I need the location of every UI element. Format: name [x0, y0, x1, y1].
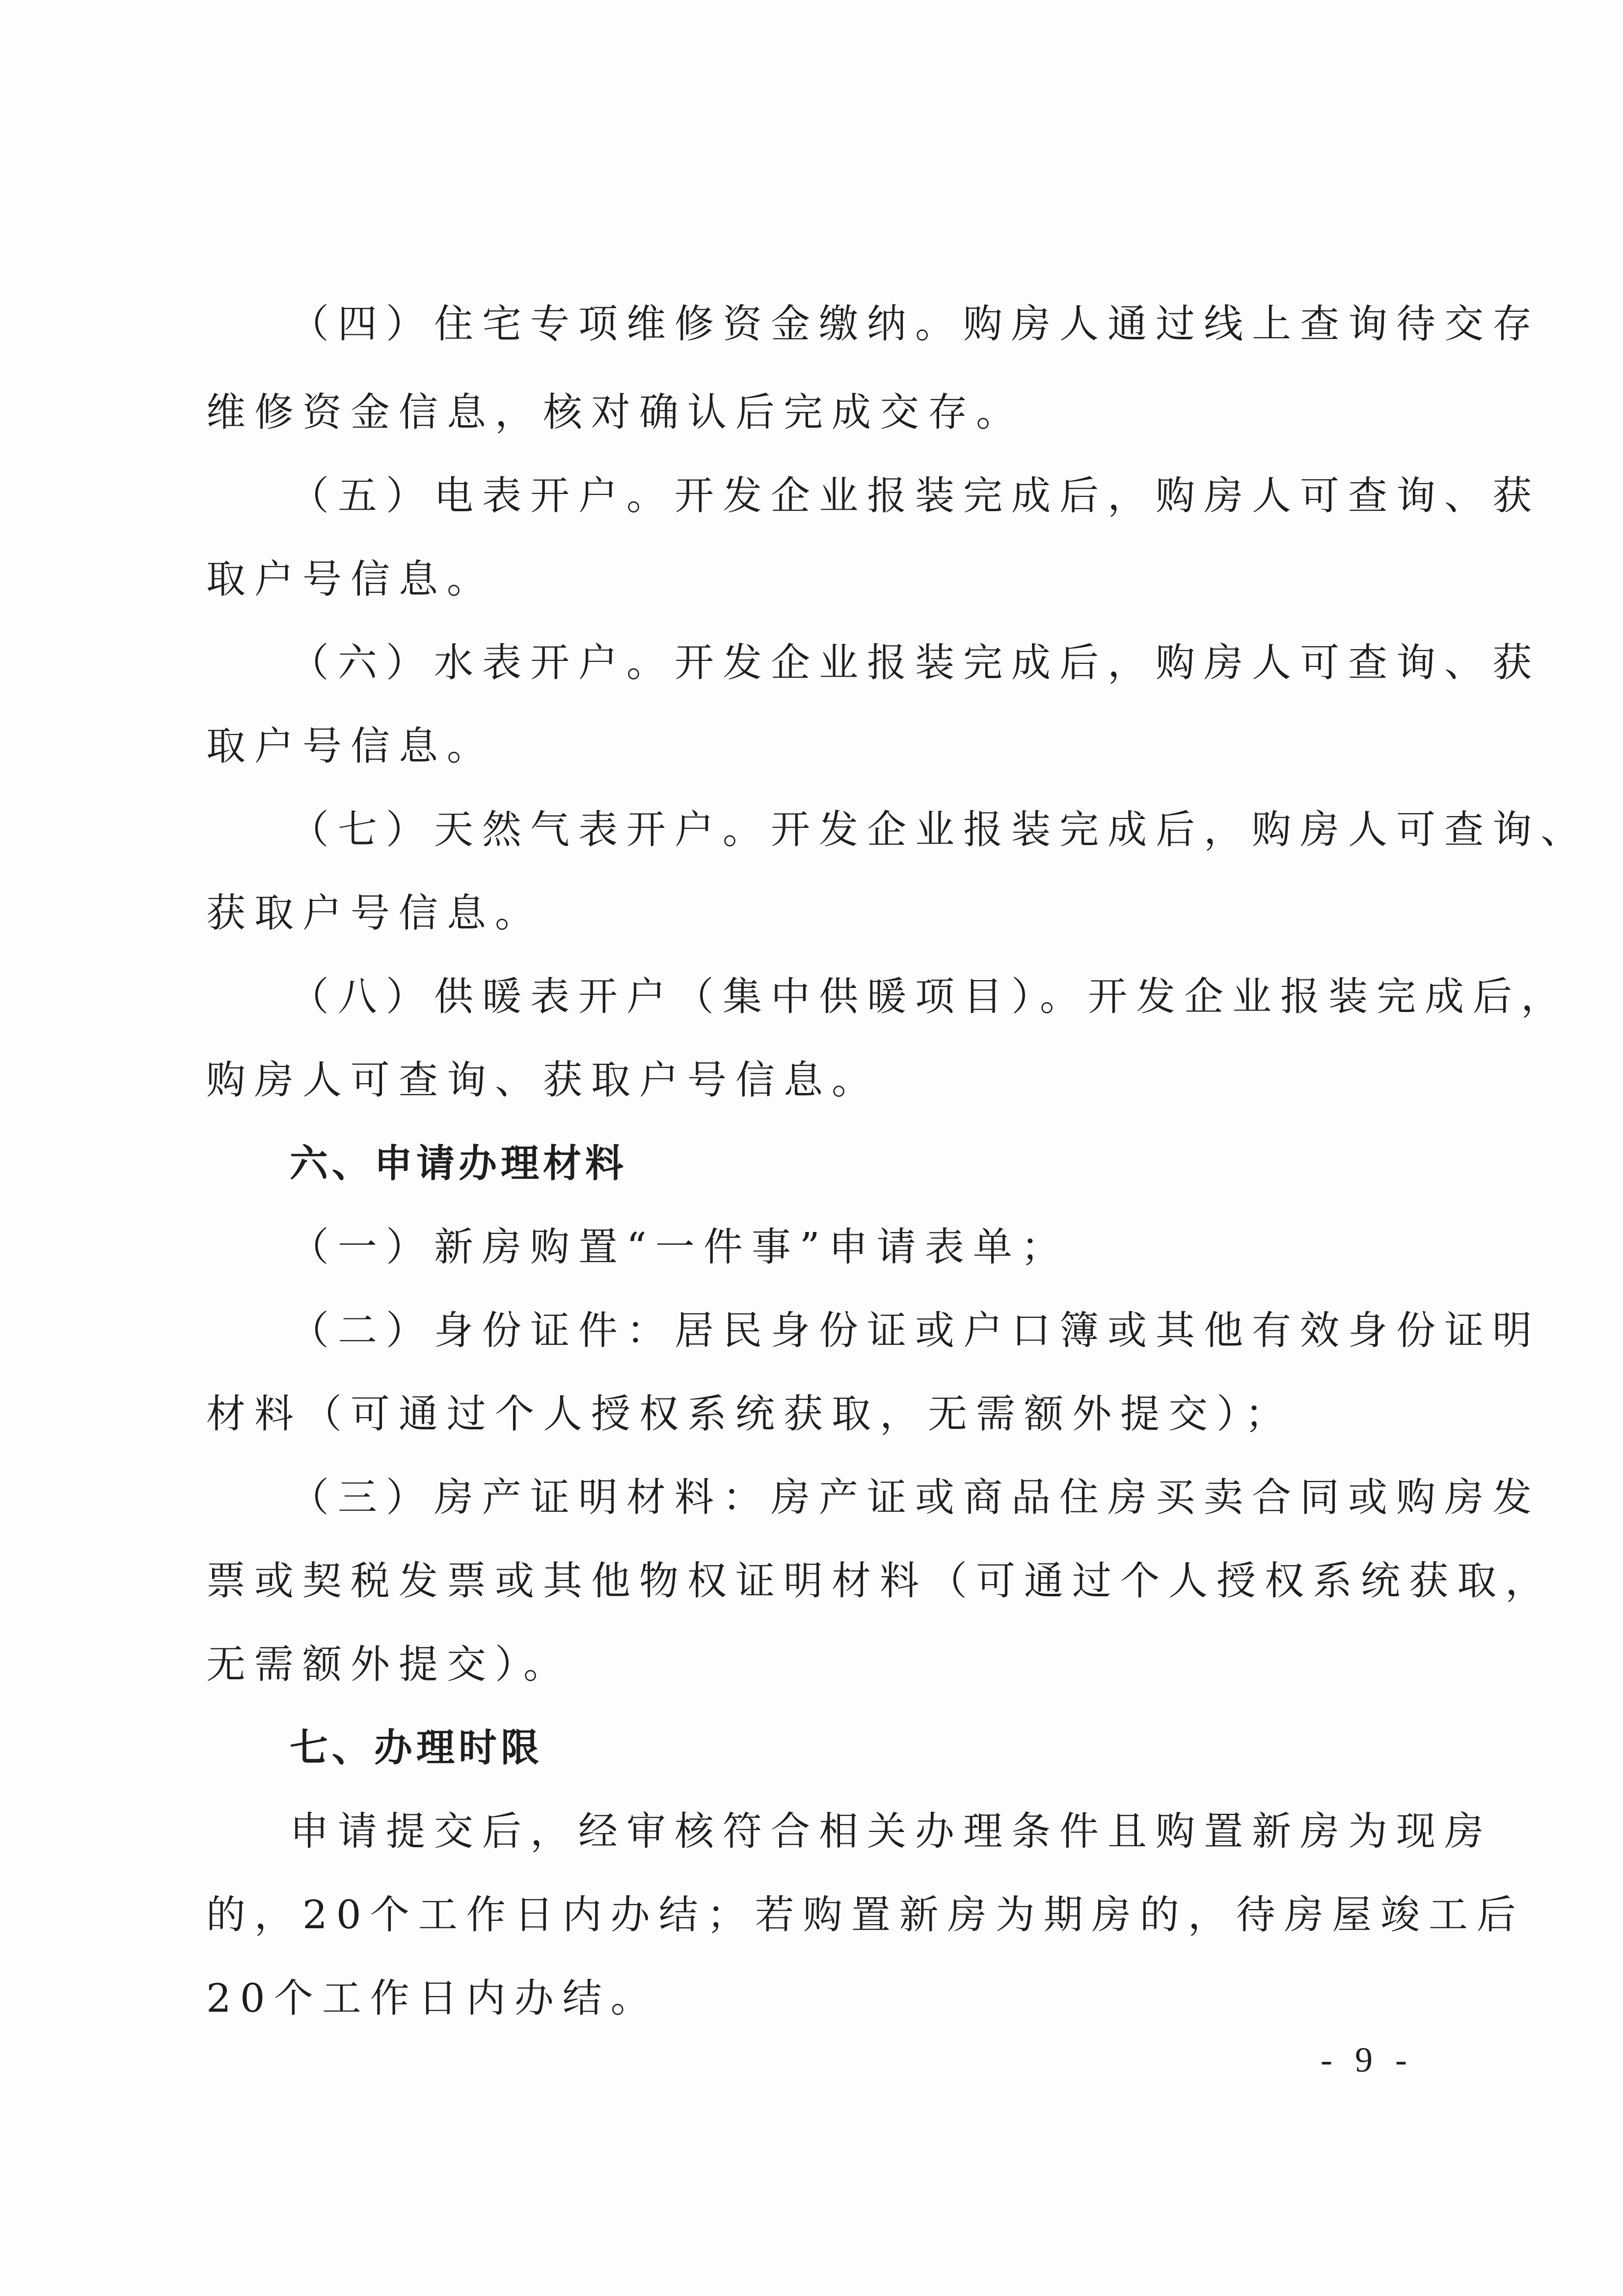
section-6-line-1: （六）水表开户。开发企业报装完成后，购房人可查询、获 [290, 640, 1541, 685]
page-number: - 9 - [1321, 2040, 1414, 2079]
materials-item-3-line-2: 票或契税发票或其他物权证明材料（可通过个人授权系统获取， [206, 1558, 1553, 1604]
section-7-line-1: （七）天然气表开户。开发企业报装完成后，购房人可查询、 [290, 807, 1589, 852]
time-limit-heading: 七、办理时限 [290, 1726, 543, 1770]
section-8-line-2: 购房人可查询、获取户号信息。 [206, 1057, 880, 1103]
section-6-line-2: 取户号信息。 [206, 723, 495, 769]
materials-item-3-line-1: （三）房产证明材料：房产证或商品住房买卖合同或购房发 [290, 1475, 1541, 1520]
materials-item-2-line-2: 材料（可通过个人授权系统获取，无需额外提交）； [206, 1391, 1293, 1437]
materials-item-3-line-3: 无需额外提交）。 [206, 1641, 571, 1687]
time-limit-line-2: 的，20个工作日内办结；若购置新房为期房的，待房屋竣工后 [206, 1892, 1525, 1938]
section-8-line-1: （八）供暖表开户（集中供暖项目）。开发企业报装完成后， [290, 974, 1569, 1019]
materials-item-2-line-1: （二）身份证件：居民身份证或户口簿或其他有效身份证明 [290, 1308, 1541, 1353]
section-7-line-2: 获取户号信息。 [206, 890, 543, 936]
section-4-line-2: 维修资金信息，核对确认后完成交存。 [206, 389, 1024, 435]
materials-item-1: （一）新房购置“一件事”申请表单； [290, 1224, 1069, 1270]
section-5-line-2: 取户号信息。 [206, 556, 495, 602]
section-5-line-1: （五）电表开户。开发企业报装完成后，购房人可查询、获 [290, 473, 1541, 519]
section-4-line-1: （四）住宅专项维修资金缴纳。购房人通过线上查询待交存 [290, 301, 1541, 347]
materials-heading: 六、申请办理材料 [290, 1142, 628, 1186]
time-limit-line-1: 申请提交后，经审核符合相关办理条件且购置新房为现房 [290, 1808, 1492, 1854]
time-limit-line-3: 20个工作日内办结。 [206, 1975, 659, 2021]
